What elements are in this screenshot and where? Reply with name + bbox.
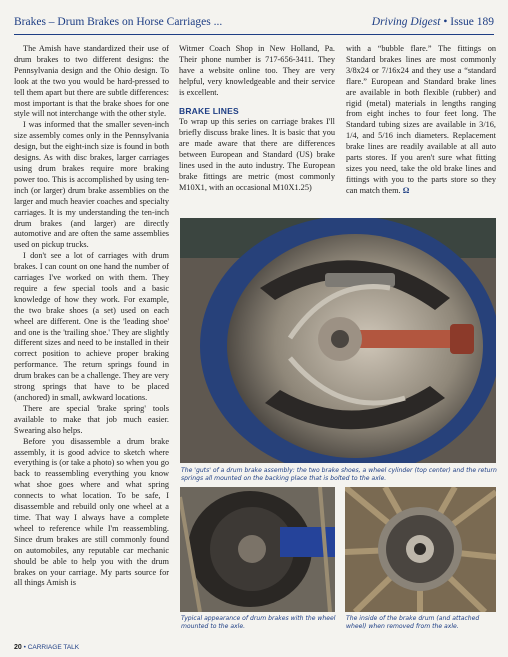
- photo-drum-brake-with-wheel: [180, 487, 335, 612]
- article-title: Brakes – Drum Brakes on Horse Carriages ...: [14, 16, 223, 28]
- caption-left-photo: Typical appearance of drum brakes with the wheel mounted to the axle.: [181, 615, 336, 630]
- photo-drum-brake-assembly: [180, 218, 496, 463]
- text-column-3: [346, 44, 496, 197]
- paragraph: Witmer Coach Shop in New Holland, Pa. Their phone number is 717-656-3411. They have a website online too. They are very helpful, very knowledgeable and their service is excellent.: [179, 44, 335, 97]
- page-number: 20: [14, 644, 22, 651]
- publication-name: Driving Digest: [371, 16, 441, 28]
- caption-main-photo: The 'guts' of a drum brake assembly: the two brake shoes, a wheel cylinder (top center) and the return springs all mounted on the backing place that is bolted to the axle.: [181, 467, 497, 482]
- paragraph: To wrap up this series on carriage brakes I'll briefly discuss brake lines. It is basic that you are made aware that there are differences between European and Standard (US) brake lines used in the auto industry. The European brake fittings are metric (most commonly M10X1, with an occasional M10X1.25): [179, 117, 335, 192]
- paragraph: I don't see a lot of carriages with drum brakes. I can count on one hand the number of carriages I've worked on with them. They require a few special tools and a basic knowledge of how they work. For example, the two brake shoes (a set) used on each wheel are different. One is the 'leading shoe' and one is the 'trailing shoe.' They are slightly different sizes and need to be installed in their correct position to achieve proper braking performance. The return springs found in drum brakes can be a challenge. They are very strong springs that have to be placed (anchored) in small, awkward locations.: [14, 251, 169, 402]
- photo-inside-brake-drum: [345, 487, 496, 612]
- magazine-name: CARRIAGE TALK: [27, 644, 80, 651]
- issue-info: [372, 16, 494, 28]
- issue-number: Issue 189: [450, 16, 494, 28]
- end-of-article-mark: Ω: [402, 185, 410, 195]
- paragraph: Before you disassemble a drum brake assembly, it is good advice to sketch where everything is (or take a photo) so when you go back to reassembling everything you know what shoe goes where and what spring connects to what location. To be safe, I disassemble and rebuild only one wheel at a time. That way I always have a complete wheel to reference while I'm reassembling. Since drum brakes are still commonly found on automobiles, any reputable car mechanic should be able to help you with the drum brakes on your carriage. My parts source for all things Amish is: [14, 436, 169, 588]
- text-column-1: [14, 44, 169, 589]
- footer-separator: •: [23, 644, 26, 651]
- header-separator: •: [443, 16, 448, 28]
- paragraph: There are special 'brake spring' tools available to make that job much easier. Swearing also helps.: [14, 403, 169, 435]
- paragraph: I was informed that the smaller seven-inch size assembly comes only in the Pennsylvania design, but the eight-inch size is found in both designs. As with disc brakes, larger carriages using drum brakes require more braking power too. This is accomplished by using ten-inch (or larger) drum brake assemblies on the larger and much heavier coaches and specialty carriages. It is my understanding the ten-inch drum brakes (and larger) are directly automotive and are often the same assemblies used on pickup trucks.: [14, 120, 169, 250]
- caption-right-photo: The inside of the brake drum (and attached wheel) when removed from the axle.: [346, 615, 480, 630]
- paragraph: The Amish have standardized their use of drum brakes to two different designs: the Pennsylvania design and the Ohio design. To look at the two you would be hard-pressed to tell them apart but there are subtle differences: most important is that the brake shoes for one style will not interchange with the other style.: [14, 44, 169, 119]
- paragraph-text: with a “bubble flare.” The fittings on Standard brakes lines are most commonly 3/8x24 or 7/16x24 and they use a “standard flare.” European and Standard brake lines are available in both flexible (rubber) and rigid (metal) materials in lengths ranging from eight inches to four feet long. The Standard tubing sizes are available in 3/16, 1/4, and 5/16 inch diameters. Replacement brake lines are readily available at all auto parts stores. If you aren't sure what fitting sizes you need, take the old brake lines and fittings with you to the parts store so they can match them.: [346, 44, 496, 195]
- page-footer: [14, 644, 79, 651]
- text-column-2: [179, 44, 335, 194]
- page-header: [14, 16, 494, 35]
- section-heading-brake-lines: BRAKE LINES: [179, 105, 239, 116]
- paragraph: [346, 44, 496, 197]
